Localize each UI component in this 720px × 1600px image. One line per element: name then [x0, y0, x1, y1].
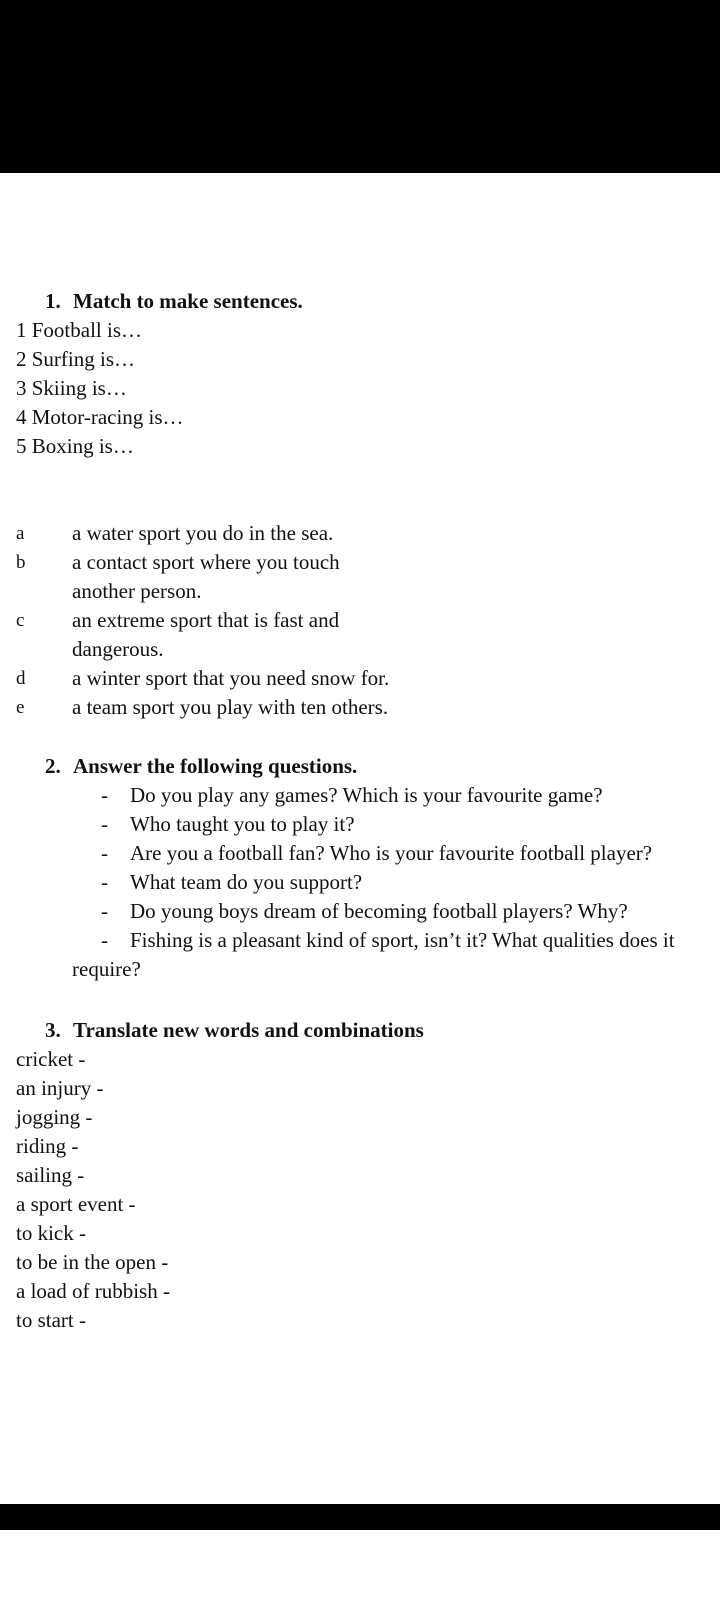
section-3-number: 3.: [45, 1018, 61, 1042]
word-to-start: to start -: [16, 1308, 86, 1332]
question-5: Do young boys dream of becoming football players? Why?: [130, 899, 628, 923]
question-1-bullet: -: [101, 783, 108, 807]
option-a-text: a water sport you do in the sea.: [72, 521, 334, 545]
section-1-number: 1.: [45, 289, 61, 313]
stem-2: 2 Surfing is…: [16, 347, 136, 371]
stem-5: 5 Boxing is…: [16, 434, 134, 458]
question-5-bullet: -: [101, 899, 108, 923]
word-load-of-rubbish: a load of rubbish -: [16, 1279, 170, 1303]
word-sport-event: a sport event -: [16, 1192, 136, 1216]
option-b-text-line-2: another person.: [72, 579, 202, 603]
section-1-title: Match to make sentences.: [73, 289, 303, 313]
question-6: Fishing is a pleasant kind of sport, isn’t it? What qualities does it: [130, 928, 675, 952]
section-2-heading: [45, 752, 357, 781]
question-3: Are you a football fan? Who is your favourite football player?: [130, 841, 653, 865]
word-in-the-open: to be in the open -: [16, 1250, 169, 1274]
section-3-heading: [45, 1016, 424, 1045]
question-4: What team do you support?: [130, 870, 363, 894]
word-riding: riding -: [16, 1134, 79, 1158]
option-letter-d: d: [16, 668, 26, 689]
option-letter-e: e: [16, 697, 25, 718]
word-sailing: sailing -: [16, 1163, 85, 1187]
option-b-text-line-1: a contact sport where you touch: [72, 550, 340, 574]
question-4-bullet: -: [101, 870, 108, 894]
stem-1: 1 Football is…: [16, 318, 143, 342]
word-to-kick: to kick -: [16, 1221, 86, 1245]
option-letter-c: c: [16, 610, 25, 631]
question-2-bullet: -: [101, 812, 108, 836]
question-3-bullet: -: [101, 841, 108, 865]
option-e-text: a team sport you play with ten others.: [72, 695, 389, 719]
question-2: Who taught you to play it?: [130, 812, 355, 836]
word-cricket: cricket -: [16, 1047, 86, 1071]
option-letter-a: a: [16, 523, 25, 544]
section-2-title: Answer the following questions.: [73, 754, 358, 778]
option-c-text-line-2: dangerous.: [72, 637, 164, 661]
bottom-black-bar: [0, 1504, 720, 1530]
word-jogging: jogging -: [16, 1105, 93, 1129]
section-2-number: 2.: [45, 754, 61, 778]
option-c-text-line-1: an extreme sport that is fast and: [72, 608, 340, 632]
stem-4: 4 Motor-racing is…: [16, 405, 184, 429]
question-1: Do you play any games? Which is your favourite game?: [130, 783, 603, 807]
question-6-continuation: require?: [72, 957, 141, 981]
word-injury: an injury -: [16, 1076, 104, 1100]
section-1-heading: [45, 287, 303, 316]
stem-3: 3 Skiing is…: [16, 376, 127, 400]
section-3-title: Translate new words and combinations: [73, 1018, 424, 1042]
option-letter-b: b: [16, 552, 26, 573]
question-6-bullet: -: [101, 928, 108, 952]
option-d-text: a winter sport that you need snow for.: [72, 666, 390, 690]
